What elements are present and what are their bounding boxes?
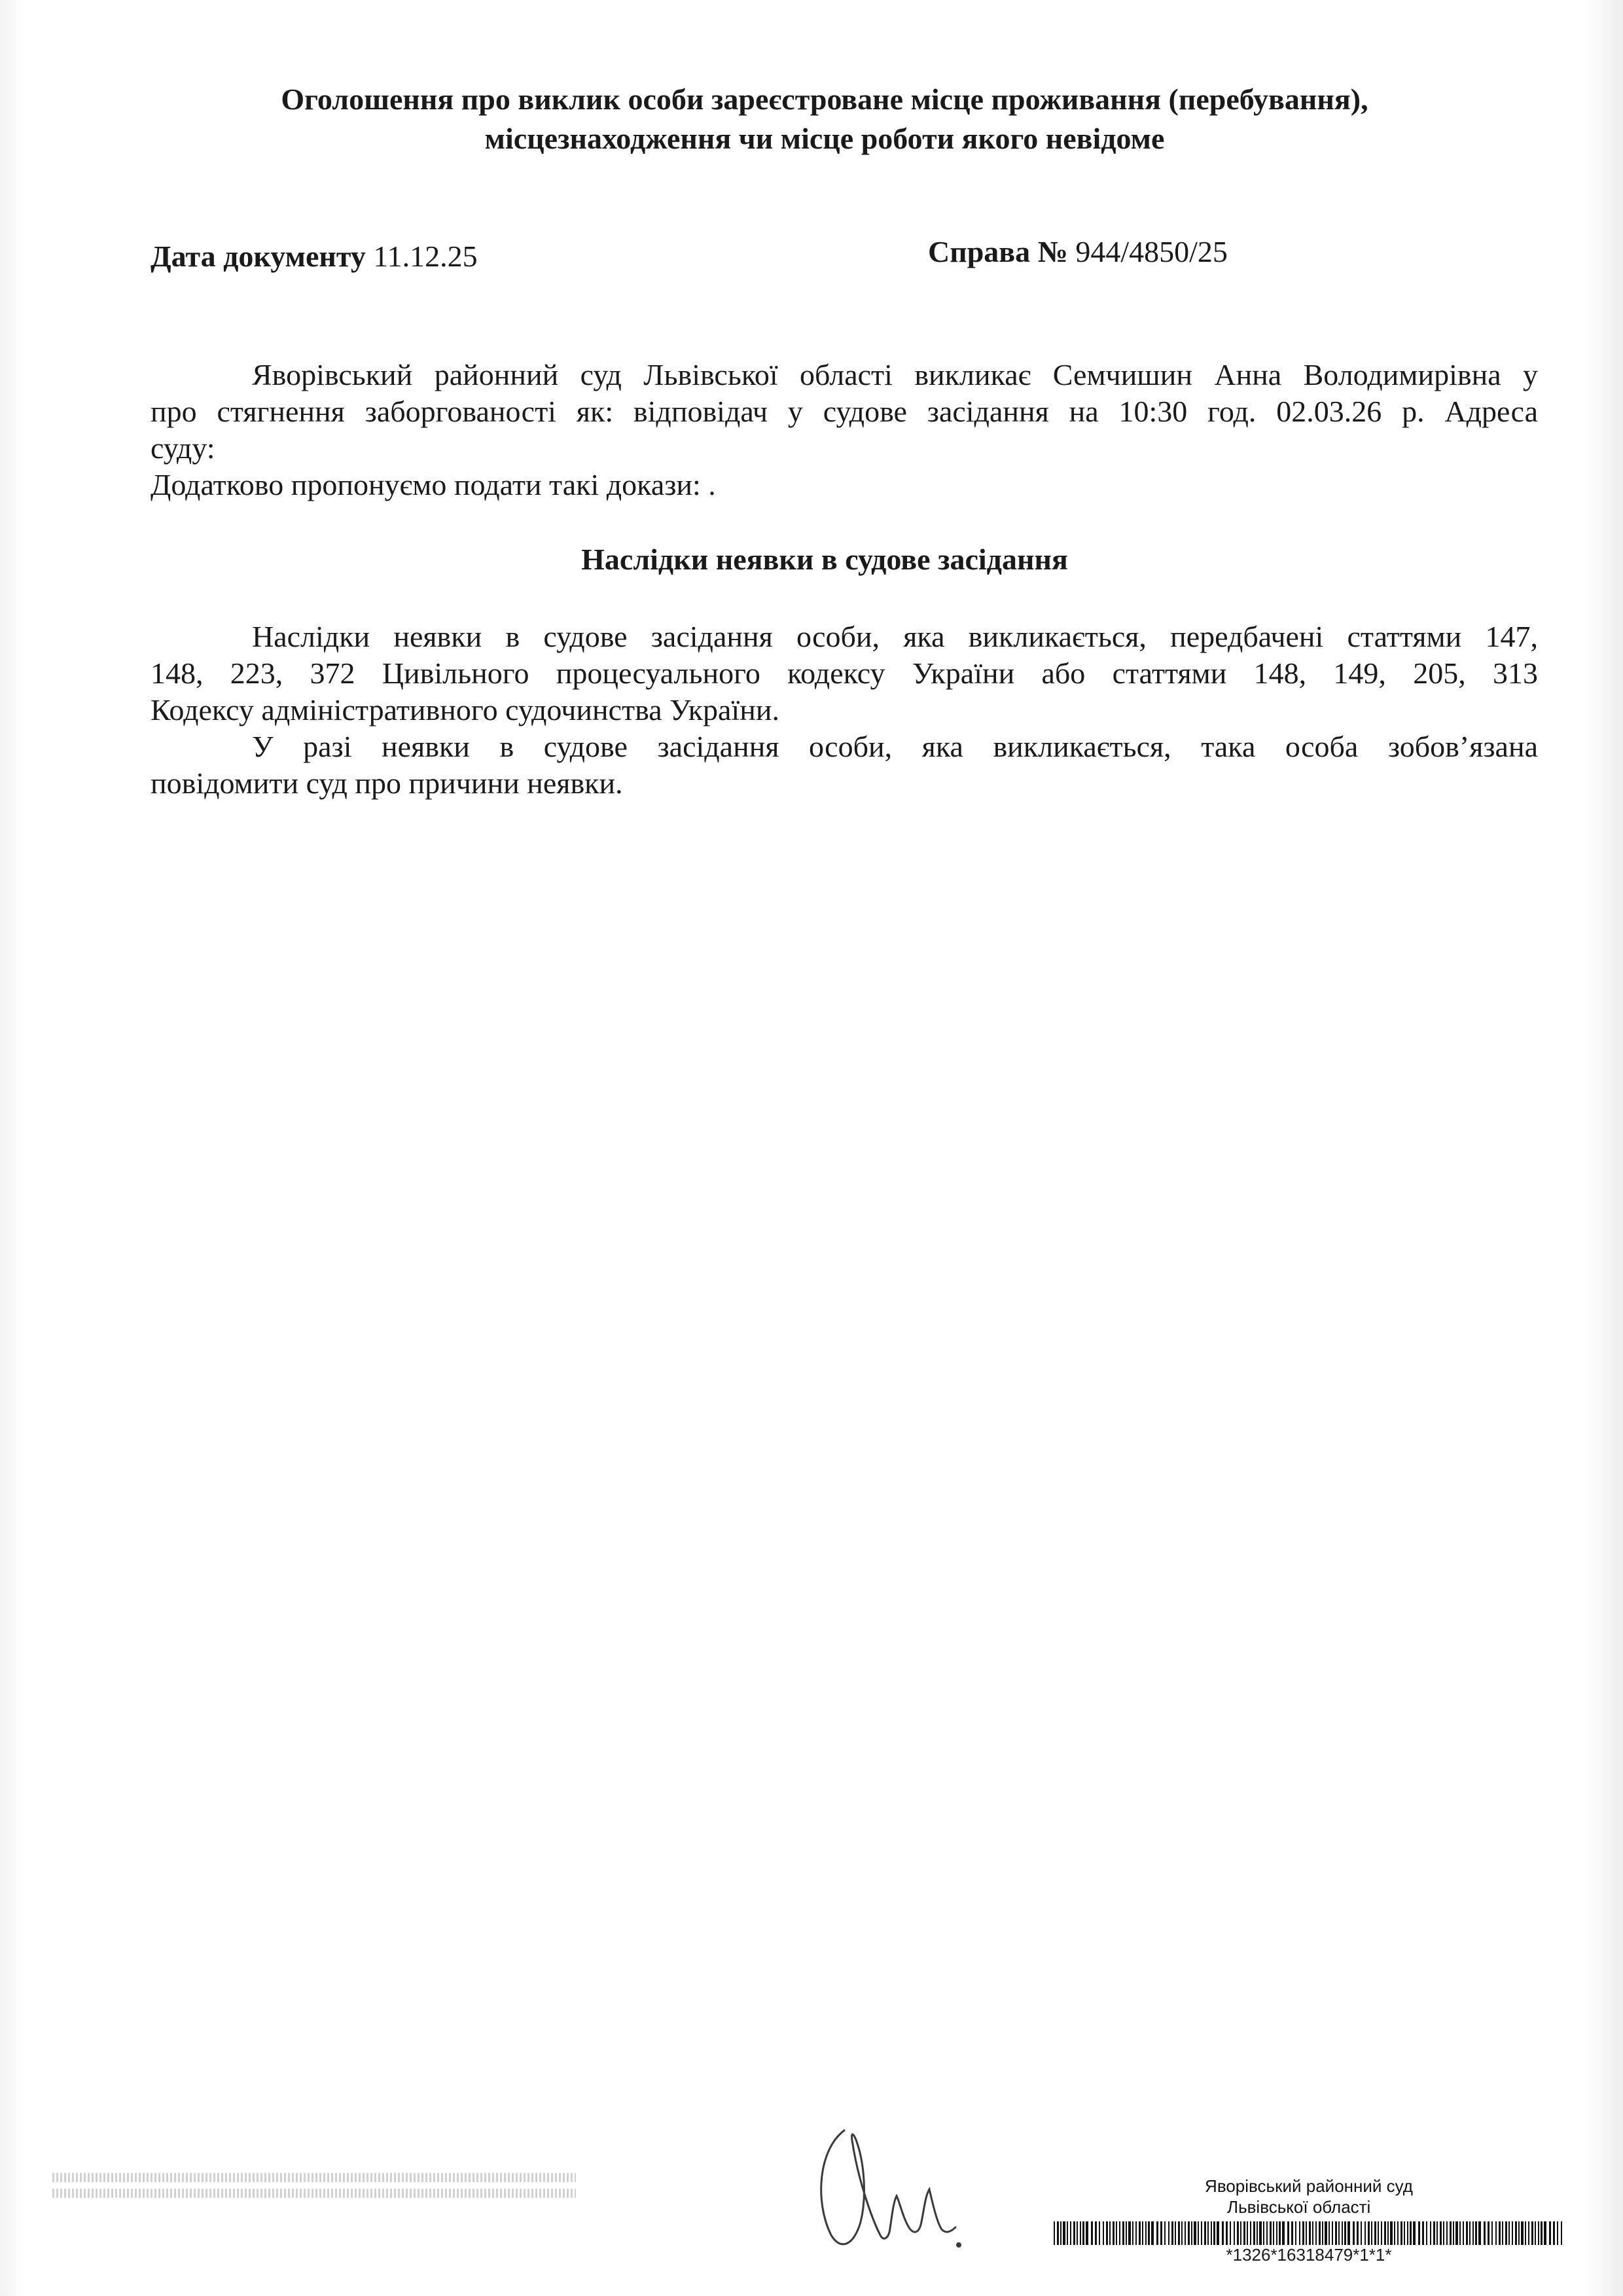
barcode-bar [1259,2221,1262,2245]
consequences-paragraph [151,619,1538,802]
barcode-bar [1541,2221,1543,2245]
barcode-bar [1178,2221,1180,2245]
barcode-bar [1342,2221,1343,2245]
barcode-bar [1450,2221,1452,2245]
barcode-bar [1279,2221,1281,2245]
barcode-bar [1491,2221,1493,2245]
barcode-bar [1116,2221,1117,2245]
barcode-bar [1505,2221,1507,2245]
barcode-bar [1306,2221,1307,2245]
barcode-bar [1544,2221,1546,2245]
barcode-bar [1213,2221,1215,2245]
barcode-bar [1263,2221,1264,2245]
summons-line-2: про стягнення заборгованості як: відповідач у судове засідання на 10:30 год. 02.03.26 р. Адреса [151,395,1538,428]
barcode-bar [1139,2221,1141,2245]
barcode-bar [1315,2221,1317,2245]
barcode-bar [1518,2221,1520,2245]
barcode-bar [1091,2221,1093,2245]
barcode-bar [1535,2221,1536,2245]
barcode-bar [1418,2221,1420,2245]
barcode-bar [1469,2221,1471,2245]
barcode-bar [1168,2221,1169,2245]
barcode-bar [1257,2221,1258,2245]
summons-line-1: Яворівський районний суд Львівської області викликає Семчишин Анна Володимирівна у [252,358,1538,391]
barcode-bar [1459,2221,1461,2245]
barcode-bar [1495,2221,1497,2245]
barcode-bar [1561,2221,1562,2245]
barcode-bar [1067,2221,1068,2245]
barcode-bar [1240,2221,1241,2245]
barcode-bar [1230,2221,1231,2245]
summons-line-4: Додатково пропонуємо подати такі докази: . [151,468,716,501]
barcode-bar [1384,2221,1386,2245]
barcode-bar [1266,2221,1268,2245]
barcode-bar [1374,2221,1376,2245]
consequences-line-4: У разі неявки в судове засідання особи, яка викликається, така особа зобов’язана [252,730,1538,763]
consequences-heading: Наслідки неявки в судове засідання [581,543,1068,576]
barcode-bar [1443,2221,1444,2245]
barcode-bar [1325,2221,1327,2245]
barcode-bar [1226,2221,1228,2245]
barcode-bar [1436,2221,1438,2245]
barcode-bar [1156,2221,1158,2245]
barcode-bar [1204,2221,1206,2245]
barcode-bar [1282,2221,1285,2245]
barcode-bar [1344,2221,1346,2245]
barcode-bar [1463,2221,1464,2245]
barcode-bar [1378,2221,1379,2245]
barcode-bar [1549,2221,1551,2245]
barcode-bar [1361,2221,1362,2245]
scan-edge-right [1584,0,1623,2296]
barcode-bar [1217,2221,1219,2245]
case-value: 944/4850/25 [1075,235,1228,268]
barcode-bar [1410,2221,1412,2245]
barcode-bar [1103,2221,1104,2245]
barcode-bar [1357,2221,1359,2245]
barcode-bar [1531,2221,1533,2245]
barcode-bar [1077,2221,1078,2245]
barcode-bar [1312,2221,1313,2245]
barcode-bar [1132,2221,1133,2245]
barcode-bar [1151,2221,1154,2245]
consequences-line-3: Кодексу адміністративного судочинства України. [151,693,779,726]
barcode-bar [1276,2221,1277,2245]
barcode-bar [1234,2221,1235,2245]
barcode-bar [1515,2221,1517,2245]
barcode-bar [1525,2221,1526,2245]
barcode-bar [1250,2221,1251,2245]
barcode-bar [1119,2221,1120,2245]
barcode-bar [1160,2221,1162,2245]
barcode-bar [1145,2221,1147,2245]
barcode-bar [1063,2221,1065,2245]
barcode-bar [1484,2221,1486,2245]
barcode-bar [1126,2221,1127,2245]
barcode-bar [1466,2221,1468,2245]
footer-court-region: Львівської області [1227,2197,1371,2217]
barcode-bar [1400,2221,1402,2245]
barcode-bar [1222,2221,1224,2245]
footer-court-name: Яворівський районний суд [1205,2176,1413,2196]
barcode-bar [1237,2221,1239,2245]
barcode-bar [1390,2221,1393,2245]
barcode-bar [1319,2221,1321,2245]
court-footer [1047,2176,1571,2217]
barcode-bar [1422,2221,1424,2245]
barcode-bar [1394,2221,1395,2245]
barcode-bar [1472,2221,1474,2245]
barcode-bar [1557,2221,1558,2245]
barcode-bar [1201,2221,1202,2245]
barcode-bar [1364,2221,1366,2245]
barcode-bar [1353,2221,1355,2245]
barcode-bar [1243,2221,1245,2245]
barcode-bar [1440,2221,1442,2245]
consequences-line-5: повідомити суд про причини неявки. [151,766,623,800]
barcode-bar [1508,2221,1510,2245]
barcode-bar [1080,2221,1081,2245]
date-label: Дата документу [151,240,366,273]
barcode-bar [1453,2221,1454,2245]
barcode-bar [1185,2221,1186,2245]
barcode-bar [1148,2221,1150,2245]
barcode-bar [1135,2221,1137,2245]
consequences-line-1: Наслідки неявки в судове засідання особи, яка викликається, передбачені статтями 147, [252,620,1538,653]
barcode-bar [1287,2221,1289,2245]
barcode-bar [1270,2221,1272,2245]
barcode-bar [1512,2221,1513,2245]
barcode-bar [1188,2221,1190,2245]
barcode-bar [1309,2221,1311,2245]
barcode-bar [1478,2221,1481,2245]
barcode-bar [1164,2221,1166,2245]
barcode-bar [1106,2221,1108,2245]
barcode-bar [1070,2221,1071,2245]
barcode-bar [1181,2221,1183,2245]
barcode-bar [1387,2221,1389,2245]
barcode-bar [1426,2221,1427,2245]
barcode-bar [1528,2221,1529,2245]
barcode-bar [1502,2221,1503,2245]
barcode-bar [1455,2221,1458,2245]
barcode-bar [1302,2221,1304,2245]
summons-line-3: суду: [151,431,215,465]
barcode-bar [1553,2221,1555,2245]
barcode-bar [1407,2221,1408,2245]
barcode-text: *1326*16318479*1*1* [1226,2245,1392,2265]
consequences-line-2: 148, 223, 372 Цивільного процесуального кодексу України або статтями 148, 149, 205, 313 [151,656,1538,690]
summons-paragraph [151,357,1538,503]
barcode-bar [1397,2221,1399,2245]
barcode-bar [1338,2221,1340,2245]
barcode-bar [1273,2221,1274,2245]
barcode-bar [1086,2221,1088,2245]
title-line-1: Оголошення про виклик особи зареєстроване місце проживання (перебування), [281,82,1368,116]
barcode-bar [1291,2221,1293,2245]
barcode-bar [1095,2221,1097,2245]
case-label: Справа № [928,235,1068,268]
barcode-bar [1082,2221,1084,2245]
barcode-bar [1198,2221,1199,2245]
barcode-bar [1207,2221,1209,2245]
barcode-bar [1054,2221,1055,2245]
barcode-bar [1109,2221,1111,2245]
barcode-bar [1171,2221,1173,2245]
barcode-bar [1299,2221,1300,2245]
faint-stamp-imprint [52,2166,576,2251]
barcode-bar [1371,2221,1372,2245]
barcode-bar [1128,2221,1131,2245]
date-value: 11.12.25 [373,240,478,273]
barcode-bar [1433,2221,1435,2245]
barcode-bar [1332,2221,1333,2245]
barcode-bar [1247,2221,1248,2245]
barcode-bar [1057,2221,1059,2245]
barcode-bar [1060,2221,1061,2245]
barcode-bar [1475,2221,1477,2245]
barcode-bar [1073,2221,1075,2245]
title-line-2: місцезнаходження чи місце роботи якого невідоме [484,122,1165,155]
barcode-bar [1499,2221,1501,2245]
document-date [151,237,478,276]
barcode-bar [1368,2221,1370,2245]
barcode-bar [1322,2221,1323,2245]
barcode-bar [1211,2221,1212,2245]
barcode-bar [1446,2221,1448,2245]
barcode-bar [1335,2221,1337,2245]
barcode-bar [1521,2221,1524,2245]
barcode-bar [1175,2221,1176,2245]
barcode-bar [1191,2221,1192,2245]
barcode-bar [1381,2221,1382,2245]
barcode-bar [1413,2221,1416,2245]
barcode-bar [1113,2221,1115,2245]
barcode-bar [1404,2221,1405,2245]
document-title [157,80,1492,158]
case-number [928,232,1228,272]
barcode-bar [1295,2221,1296,2245]
barcode-bar [1194,2221,1196,2245]
barcode-bar [1347,2221,1350,2245]
barcode-bar [1122,2221,1124,2245]
document-barcode [1054,2221,1564,2245]
barcode-bar [1329,2221,1330,2245]
barcode-bar [1253,2221,1255,2245]
barcode-bar [1538,2221,1539,2245]
barcode-bar [1488,2221,1489,2245]
handwritten-signature [805,2104,1001,2255]
barcode-bar [1099,2221,1100,2245]
scan-edge-left [0,0,26,2296]
barcode-bar [1142,2221,1143,2245]
barcode-bar [1430,2221,1431,2245]
